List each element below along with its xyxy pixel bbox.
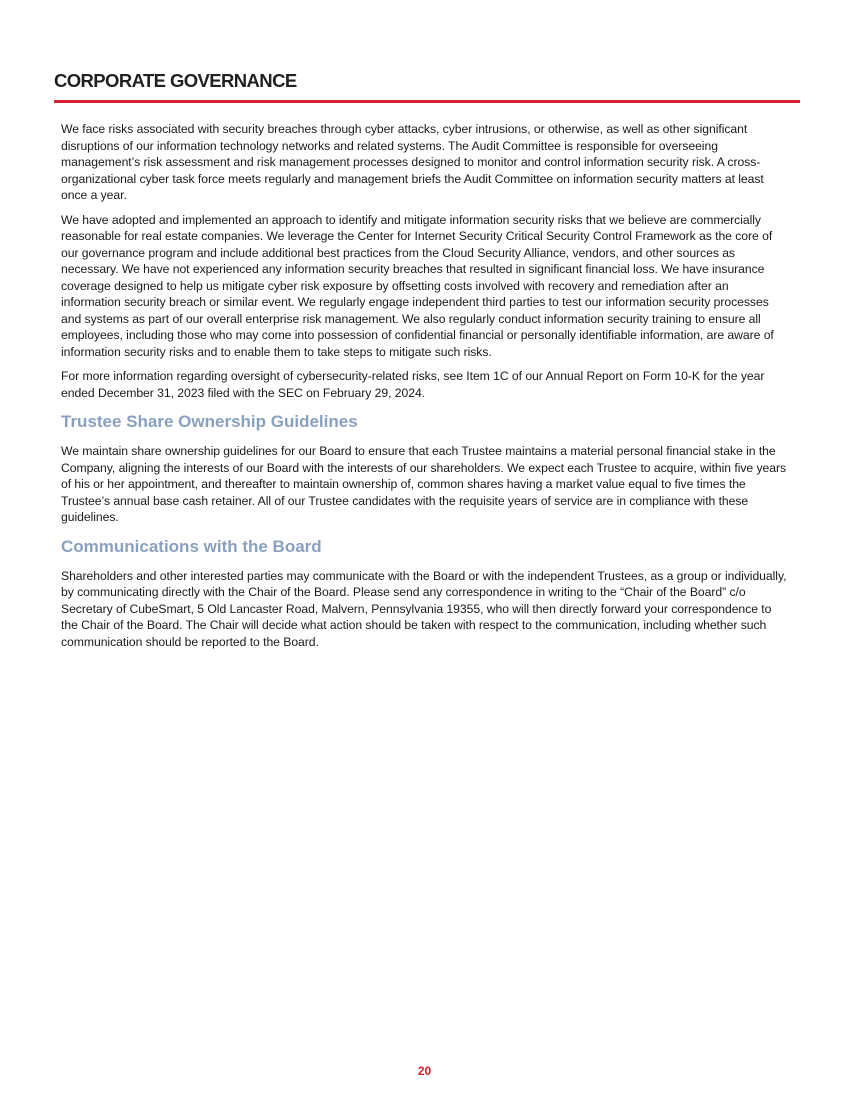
page-number: 20 bbox=[417, 1064, 432, 1078]
paragraph-share-ownership: We maintain share ownership guidelines for our Board to ensure that each Trustee maintains a material personal financial stake in the Company, aligning the interests of our Board with the interests of our shareholders. We expect each Trustee to acquire, within five years of his or her appointment, and thereafter to maintain ownership of, common shares having a market value equal to five times the Trustee’s annual base cash retainer. All of our Trustee candidates with the requisite years of service are in compliance with these guidelines. bbox=[61, 444, 787, 524]
paragraph-communications: Shareholders and other interested parties may communicate with the Board or with the independent Trustees, as a group or individually, by communicating directly with the Chair of the Board. Please send any correspondence in writing to the “Chair of the Board” c/o Secretary of CubeSmart, 5 Old Lancaster Road, Malvern, Pennsylvania 19355, who will then directly forward your correspondence to the Chair of the Board. The Chair will decide what action should be taken with respect to the communication, including whether such communication should be reported to the Board. bbox=[61, 568, 787, 649]
title-divider bbox=[54, 100, 800, 103]
section-header bbox=[54, 68, 800, 103]
paragraph-cyber-risk-approach: We have adopted and implemented an approach to identify and mitigate information security risks that we believe are commercially reasonable for real estate companies. We leverage the Center for Internet Security Critical Security Control Framework as the core of our governance program and include additional best practices from the Cloud Security Alliance, vendors, and other sources as necessary. We have not experienced any information security breaches that resulted in significant financial loss. We have insurance coverage designed to help us mitigate cyber risk exposure by offsetting costs involved with recovery and remediation after an information security breach or similar event. We regularly engage independent third parties to test our information security processes and systems as part of our overall enterprise risk management. We also regularly conduct information security training to ensure all employees, including those who may come into possession of confidential financial or personally identifiable information, are aware of information security risks and to enable them to take steps to mitigate such risks. bbox=[61, 212, 774, 359]
heading-communications: Communications with the Board bbox=[61, 536, 322, 556]
heading-share-ownership: Trustee Share Ownership Guidelines bbox=[61, 412, 358, 431]
document-body bbox=[61, 121, 789, 658]
page-title: CORPORATE GOVERNANCE bbox=[54, 70, 297, 91]
paragraph-cyber-more-info: For more information regarding oversight of cybersecurity-related risks, see Item 1C of our Annual Report on Form 10-K for the year ended December 31, 2023 filed with the SEC on February 29, 2024. bbox=[61, 369, 765, 400]
paragraph-cyber-risk-oversight: We face risks associated with security breaches through cyber attacks, cyber intrusions, or otherwise, as well as other significant disruptions of our information technology networks and related systems. The Audit Committee is responsible for overseeing management’s risk assessment and risk management processes designed to monitor and control information security risk. A cross-organizational cyber task force meets regularly and management briefs the Audit Committee on information security matters at least once a year. bbox=[61, 122, 764, 202]
